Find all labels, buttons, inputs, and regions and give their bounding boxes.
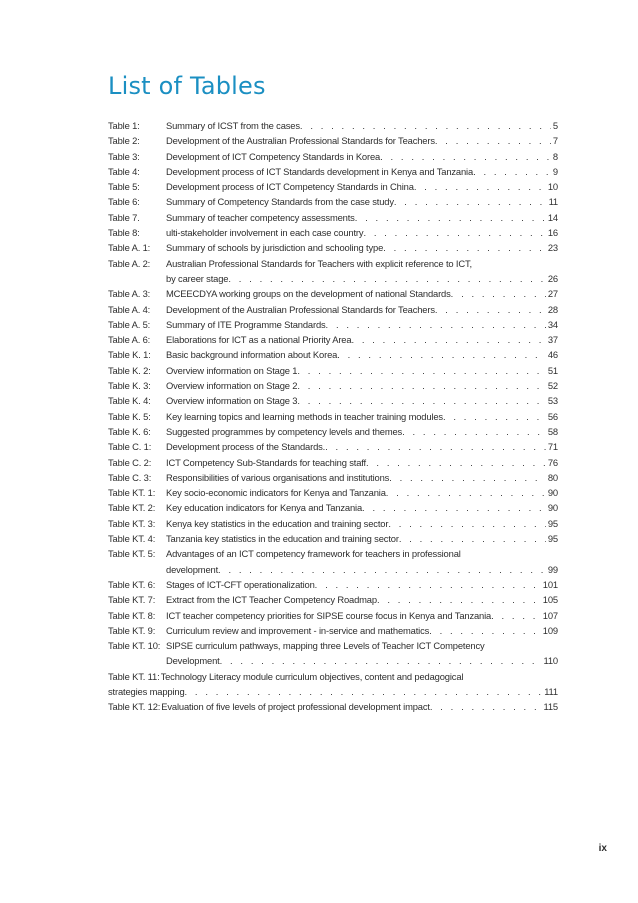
leader-dots <box>414 179 546 194</box>
toc-entry-title: Tanzania key statistics in the education and training sector <box>166 533 399 545</box>
toc-entry-label: Table 1: <box>108 120 140 131</box>
toc-entry-label: Table K. 4: <box>108 395 151 407</box>
toc-entry[interactable] <box>108 302 558 317</box>
toc-entry-page: 101 <box>542 578 558 590</box>
table-of-contents <box>108 118 558 715</box>
toc-entry-page: 109 <box>542 624 558 636</box>
toc-entry[interactable] <box>108 210 558 225</box>
toc-entry-page: 16 <box>547 227 558 239</box>
leader-dots <box>351 332 545 347</box>
toc-entry-title: Key learning topics and learning methods in teacher training modules <box>166 410 443 422</box>
page-title: List of Tables <box>108 72 266 100</box>
leader-dots <box>491 608 541 623</box>
toc-entry-title: ICT Competency Sub-Standards for teaching staff <box>166 456 367 468</box>
leader-dots <box>451 286 546 301</box>
toc-entry-title: SIPSE curriculum pathways, mapping three Levels of Teacher ICT Competency <box>166 640 485 652</box>
toc-entry[interactable] <box>108 347 558 362</box>
toc-entry-label: Table KT. 9: <box>108 624 156 636</box>
leader-dots <box>435 133 551 148</box>
toc-entry-page: 95 <box>547 517 558 529</box>
leader-dots <box>326 317 546 332</box>
leader-dots <box>380 149 551 164</box>
toc-entry[interactable] <box>108 592 558 607</box>
toc-entry[interactable] <box>108 669 558 684</box>
toc-entry-title: development <box>166 563 219 575</box>
toc-entry-page: 27 <box>547 288 558 300</box>
toc-entry[interactable] <box>108 470 558 485</box>
leader-dots <box>355 210 546 225</box>
toc-entry-title: Overview information on Stage 2 <box>166 380 298 392</box>
leader-dots <box>325 439 546 454</box>
toc-entry-page: 10 <box>547 181 558 193</box>
toc-entry-label: Table KT. 1: <box>108 487 156 499</box>
leader-dots <box>429 623 541 638</box>
toc-entry[interactable] <box>108 317 558 332</box>
page-number: ix <box>598 843 607 854</box>
toc-entry-page: 5 <box>552 120 558 131</box>
toc-entry-label: Table A. 5: <box>108 318 151 330</box>
toc-entry-title: Summary of teacher competency assessments <box>166 211 355 223</box>
toc-entry-label: Table A. 4: <box>108 303 151 315</box>
leader-dots <box>435 302 546 317</box>
leader-dots <box>388 516 546 531</box>
toc-entry-title: MCEECDYA working groups on the development of national Standards <box>166 288 451 300</box>
toc-entry-label: Table KT. 11: <box>108 670 160 682</box>
toc-entry-page: 58 <box>547 425 558 437</box>
toc-entry-page: 7 <box>552 135 558 147</box>
toc-entry-page: 8 <box>552 150 558 162</box>
toc-entry[interactable] <box>108 363 558 378</box>
leader-dots <box>362 500 546 515</box>
leader-dots <box>297 378 546 393</box>
toc-entry-page: 90 <box>547 487 558 499</box>
leader-dots <box>363 225 545 240</box>
leader-dots <box>366 455 546 470</box>
toc-entry-page: 11 <box>548 196 558 208</box>
toc-entry-page: 111 <box>544 685 558 697</box>
toc-entry[interactable] <box>108 149 558 164</box>
toc-entry-page: 80 <box>547 471 558 483</box>
toc-entry-page: 110 <box>543 655 558 667</box>
toc-entry[interactable] <box>108 286 558 301</box>
toc-entry-label: Table 2: <box>108 135 140 147</box>
toc-entry-title: by career stage <box>166 272 229 284</box>
toc-entry-label: Table 4: <box>108 165 140 177</box>
toc-entry-title: Development of the Australian Professional Standards for Teachers <box>166 135 435 147</box>
toc-entry-title: Summary of Competency Standards from the case study <box>166 196 394 208</box>
toc-entry-label: Table A. 6: <box>108 334 151 346</box>
toc-entry-title: Basic background information about Korea <box>166 349 338 361</box>
toc-entry-label: Table K. 5: <box>108 410 151 422</box>
toc-entry-label: Table C. 1: <box>108 441 152 453</box>
toc-entry[interactable] <box>108 393 558 408</box>
toc-entry-label: Table C. 2: <box>108 456 152 468</box>
toc-entry[interactable] <box>108 378 558 393</box>
toc-entry-title: Development <box>166 655 220 667</box>
toc-entry-page: 9 <box>552 165 558 177</box>
toc-entry-title: Development process of ICT Competency Standards in China <box>166 181 414 193</box>
toc-entry-title: Responsibilities of various organisations and institutions <box>166 471 390 483</box>
toc-entry[interactable] <box>108 424 558 439</box>
toc-entry-label: Table KT. 3: <box>108 517 156 529</box>
toc-entry-title: Summary of ICST from the cases <box>166 120 300 131</box>
toc-entry-page: 46 <box>547 349 558 361</box>
toc-entry-page: 115 <box>543 701 558 713</box>
toc-entry[interactable] <box>108 409 558 424</box>
leader-dots <box>386 485 546 500</box>
toc-entry[interactable] <box>108 577 558 592</box>
toc-entry-title: Stages of ICT-CFT operationalization <box>166 578 315 590</box>
leader-dots <box>443 409 546 424</box>
toc-entry-title: Curriculum review and improvement - in-service and mathematics <box>166 624 430 636</box>
toc-entry-label: Table KT. 6: <box>108 578 156 590</box>
toc-entry-label: Table A. 1: <box>108 242 151 254</box>
leader-dots <box>383 240 546 255</box>
toc-entry-title: Extract from the ICT Teacher Competency Roadmap <box>166 594 377 606</box>
toc-entry[interactable] <box>108 439 558 454</box>
leader-dots <box>300 118 551 133</box>
toc-entry[interactable] <box>108 485 558 500</box>
toc-entry[interactable] <box>108 240 558 255</box>
toc-entry-page: 90 <box>547 502 558 514</box>
toc-entry-page: 105 <box>542 594 558 606</box>
toc-entry-title: Technology Literacy module curriculum objectives, content and pedagogical <box>160 670 464 682</box>
toc-entry-title: Summary of ITE Programme Standards <box>166 318 326 330</box>
leader-dots <box>315 577 541 592</box>
toc-entry-title: Summary of schools by jurisdiction and schooling type <box>166 242 384 254</box>
toc-entry-title: Development of the Australian Professional Standards for Teachers <box>166 303 435 315</box>
leader-dots <box>220 653 542 668</box>
toc-entry-label: Table A. 3: <box>108 288 151 300</box>
toc-entry-page: 76 <box>547 456 558 468</box>
toc-entry[interactable] <box>108 546 558 577</box>
toc-entry-label: Table KT. 7: <box>108 594 156 606</box>
toc-entry[interactable] <box>108 608 558 623</box>
toc-entry-label: Table KT. 12: <box>108 701 161 713</box>
toc-entry[interactable] <box>108 638 558 669</box>
toc-entry-page: 71 <box>547 441 558 453</box>
toc-entry-label: Table 8: <box>108 227 140 239</box>
toc-entry-page: 28 <box>547 303 558 315</box>
leader-dots <box>185 684 543 699</box>
toc-entry[interactable] <box>108 118 558 133</box>
toc-entry[interactable] <box>108 500 558 515</box>
toc-entry-page: 37 <box>547 334 558 346</box>
toc-entry[interactable] <box>108 516 558 531</box>
toc-entry[interactable] <box>108 194 558 209</box>
toc-entry-label: Table KT. 5: <box>108 548 156 560</box>
toc-entry-page: 23 <box>547 242 558 254</box>
toc-entry-label: Table KT. 8: <box>108 609 156 621</box>
toc-entry-title: Key education indicators for Kenya and Tanzania <box>166 502 363 514</box>
toc-entry-label: Table K. 2: <box>108 364 151 376</box>
toc-entry-page: 99 <box>547 563 558 575</box>
toc-entry-label: Table 5: <box>108 181 140 193</box>
toc-entry[interactable] <box>108 133 558 148</box>
toc-entry-title: Development process of ICT Standards development in Kenya and Tanzania <box>166 165 474 177</box>
leader-dots <box>389 470 546 485</box>
leader-dots <box>430 699 542 714</box>
toc-entry[interactable] <box>108 256 558 287</box>
toc-entry-label: Table KT. 2: <box>108 502 156 514</box>
leader-dots <box>394 194 547 209</box>
toc-entry[interactable] <box>108 164 558 179</box>
toc-entry[interactable] <box>108 225 558 240</box>
leader-dots <box>399 531 546 546</box>
leader-dots <box>297 393 546 408</box>
toc-entry[interactable] <box>108 179 558 194</box>
toc-entry-label: Table K. 6: <box>108 425 151 437</box>
toc-entry-page: 34 <box>547 318 558 330</box>
toc-entry-label: Table KT. 4: <box>108 533 156 545</box>
toc-entry-label: Table 3: <box>108 150 140 162</box>
toc-entry[interactable] <box>108 699 558 714</box>
toc-entry-title: Overview information on Stage 3 <box>166 395 298 407</box>
toc-entry[interactable] <box>108 332 558 347</box>
toc-entry-title: Suggested programmes by competency levels and themes <box>166 425 403 437</box>
toc-entry-title: Development process of the Standards. <box>166 441 326 453</box>
leader-dots <box>377 592 541 607</box>
toc-entry-page: 26 <box>547 272 558 284</box>
leader-dots <box>228 271 545 286</box>
leader-dots <box>297 363 546 378</box>
leader-dots <box>402 424 546 439</box>
toc-entry-title: Kenya key statistics in the education and training sector <box>166 517 389 529</box>
toc-entry-title: Elaborations for ICT as a national Priority Area <box>166 334 352 346</box>
toc-entry-title: Advantages of an ICT competency framework for teachers in professional <box>166 548 461 560</box>
toc-entry-title: ICT teacher competency priorities for SIPSE course focus in Kenya and Tanzania <box>166 609 492 621</box>
leader-dots <box>473 164 551 179</box>
toc-entry[interactable] <box>108 455 558 470</box>
toc-entry[interactable] <box>108 531 558 546</box>
toc-entry-label: Table A. 2: <box>108 257 151 269</box>
toc-entry-title: Development of ICT Competency Standards in Korea <box>166 150 381 162</box>
toc-entry-page: 53 <box>547 395 558 407</box>
toc-entry-title: Australian Professional Standards for Teachers with explicit reference to ICT, <box>166 257 472 269</box>
toc-entry-page: 14 <box>547 211 558 223</box>
leader-dots <box>218 562 546 577</box>
toc-entry-title: ulti-stakeholder involvement in each case country <box>166 227 364 239</box>
toc-entry-page: 52 <box>547 380 558 392</box>
toc-entry-title: strategies mapping <box>108 685 185 697</box>
toc-entry-page: 51 <box>547 364 558 376</box>
toc-entry-label: Table 6: <box>108 196 140 208</box>
toc-entry-title: Overview information on Stage 1 <box>166 364 298 376</box>
toc-entry-label: Table C. 3: <box>108 471 152 483</box>
toc-entry-page: 56 <box>547 410 558 422</box>
leader-dots <box>337 347 546 362</box>
toc-entry-title: Key socio-economic indicators for Kenya and Tanzania <box>166 487 386 499</box>
toc-entry-page: 95 <box>547 533 558 545</box>
toc-entry-label: Table KT. 10: <box>108 640 161 652</box>
toc-entry-label: Table K. 1: <box>108 349 151 361</box>
toc-entry[interactable] <box>108 623 558 638</box>
toc-entry-title: Evaluation of five levels of project professional development impact <box>161 701 430 713</box>
toc-entry-label: Table K. 3: <box>108 380 151 392</box>
toc-entry-page: 107 <box>542 609 558 621</box>
toc-entry-label: Table 7. <box>108 211 140 223</box>
